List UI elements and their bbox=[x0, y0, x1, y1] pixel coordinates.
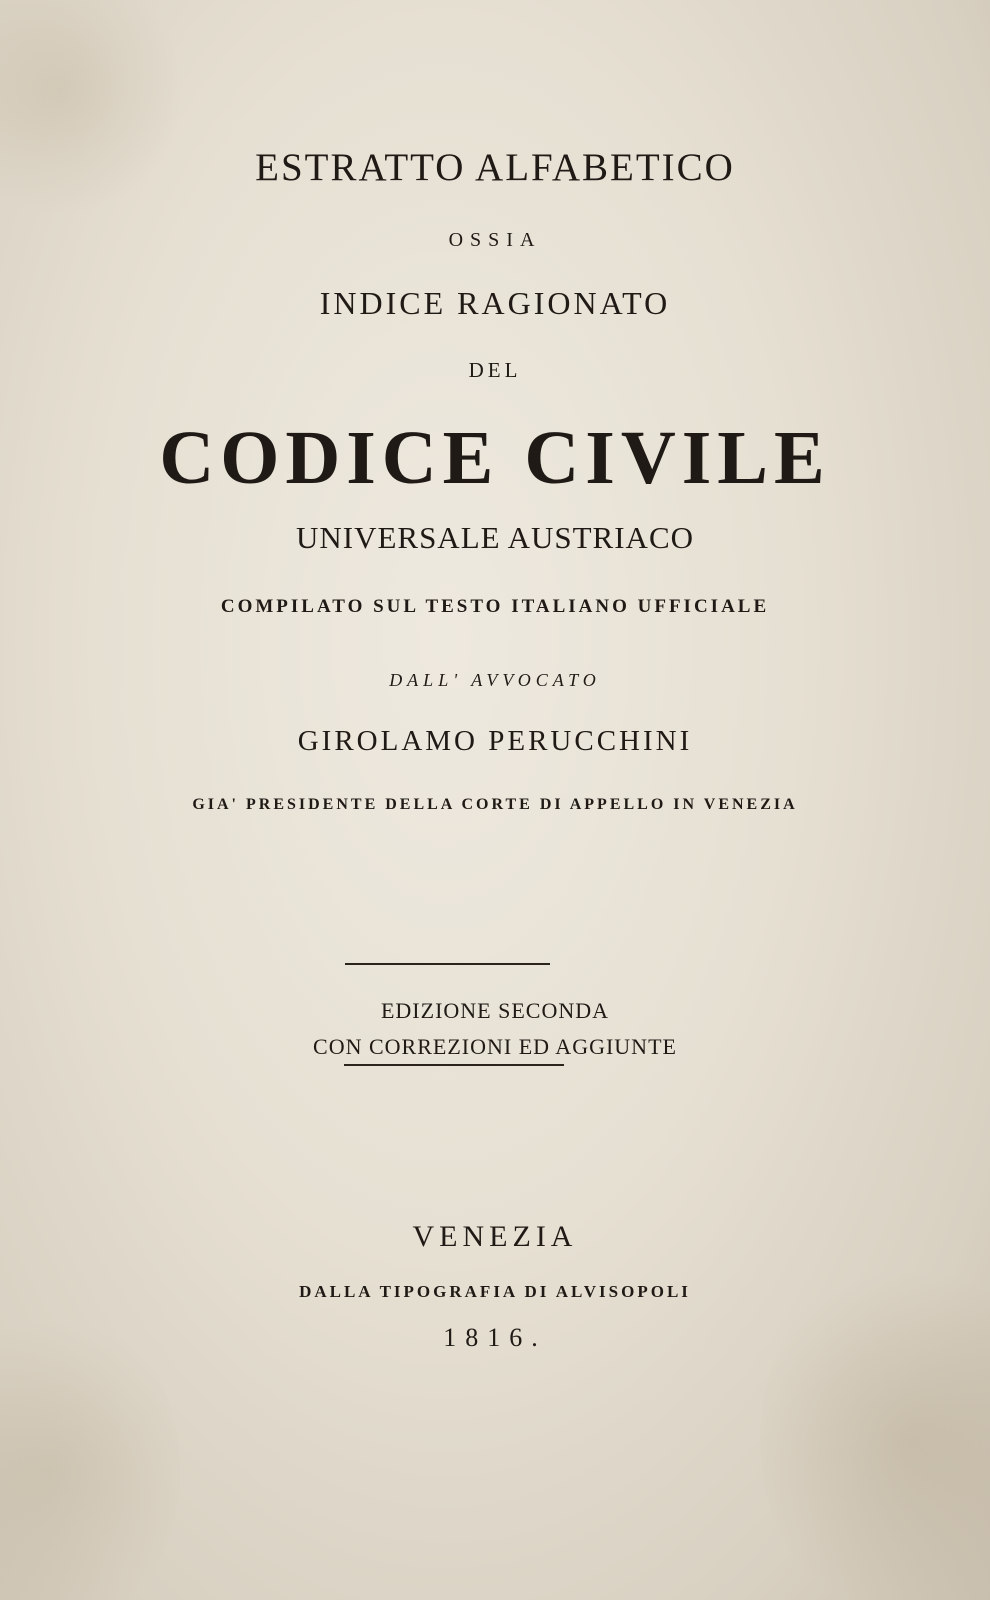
title-connector: OSSIA bbox=[448, 229, 542, 251]
divider-top bbox=[345, 963, 550, 965]
paper-stain bbox=[0, 0, 180, 220]
imprint-printer: DALLA TIPOGRAFIA DI ALVISOPOLI bbox=[299, 1282, 691, 1301]
edition-line-2: CON CORREZIONI ED AGGIUNTE bbox=[313, 1034, 677, 1059]
title-line-1: ESTRATTO ALFABETICO bbox=[255, 146, 735, 189]
title-line-2: INDICE RAGIONATO bbox=[319, 285, 671, 321]
by-line: DALL' AVVOCATO bbox=[389, 670, 601, 690]
subtitle: UNIVERSALE AUSTRIACO bbox=[295, 520, 695, 555]
divider-bottom bbox=[344, 1064, 564, 1066]
title-article: DEL bbox=[468, 358, 522, 382]
paper-stain bbox=[760, 1250, 990, 1600]
imprint-place: VENEZIA bbox=[412, 1220, 578, 1253]
main-title: CODICE CIVILE bbox=[159, 416, 831, 500]
compiled-note: COMPILATO SUL TESTO ITALIANO UFFICIALE bbox=[220, 596, 770, 617]
author-name: GIROLAMO PERUCCHINI bbox=[297, 725, 693, 757]
imprint-year: 1816. bbox=[443, 1323, 547, 1352]
edition-line-1: EDIZIONE SECONDA bbox=[380, 998, 610, 1023]
author-role: GIA' PRESIDENTE DELLA CORTE DI APPELLO IN VENEZIA bbox=[192, 796, 798, 813]
